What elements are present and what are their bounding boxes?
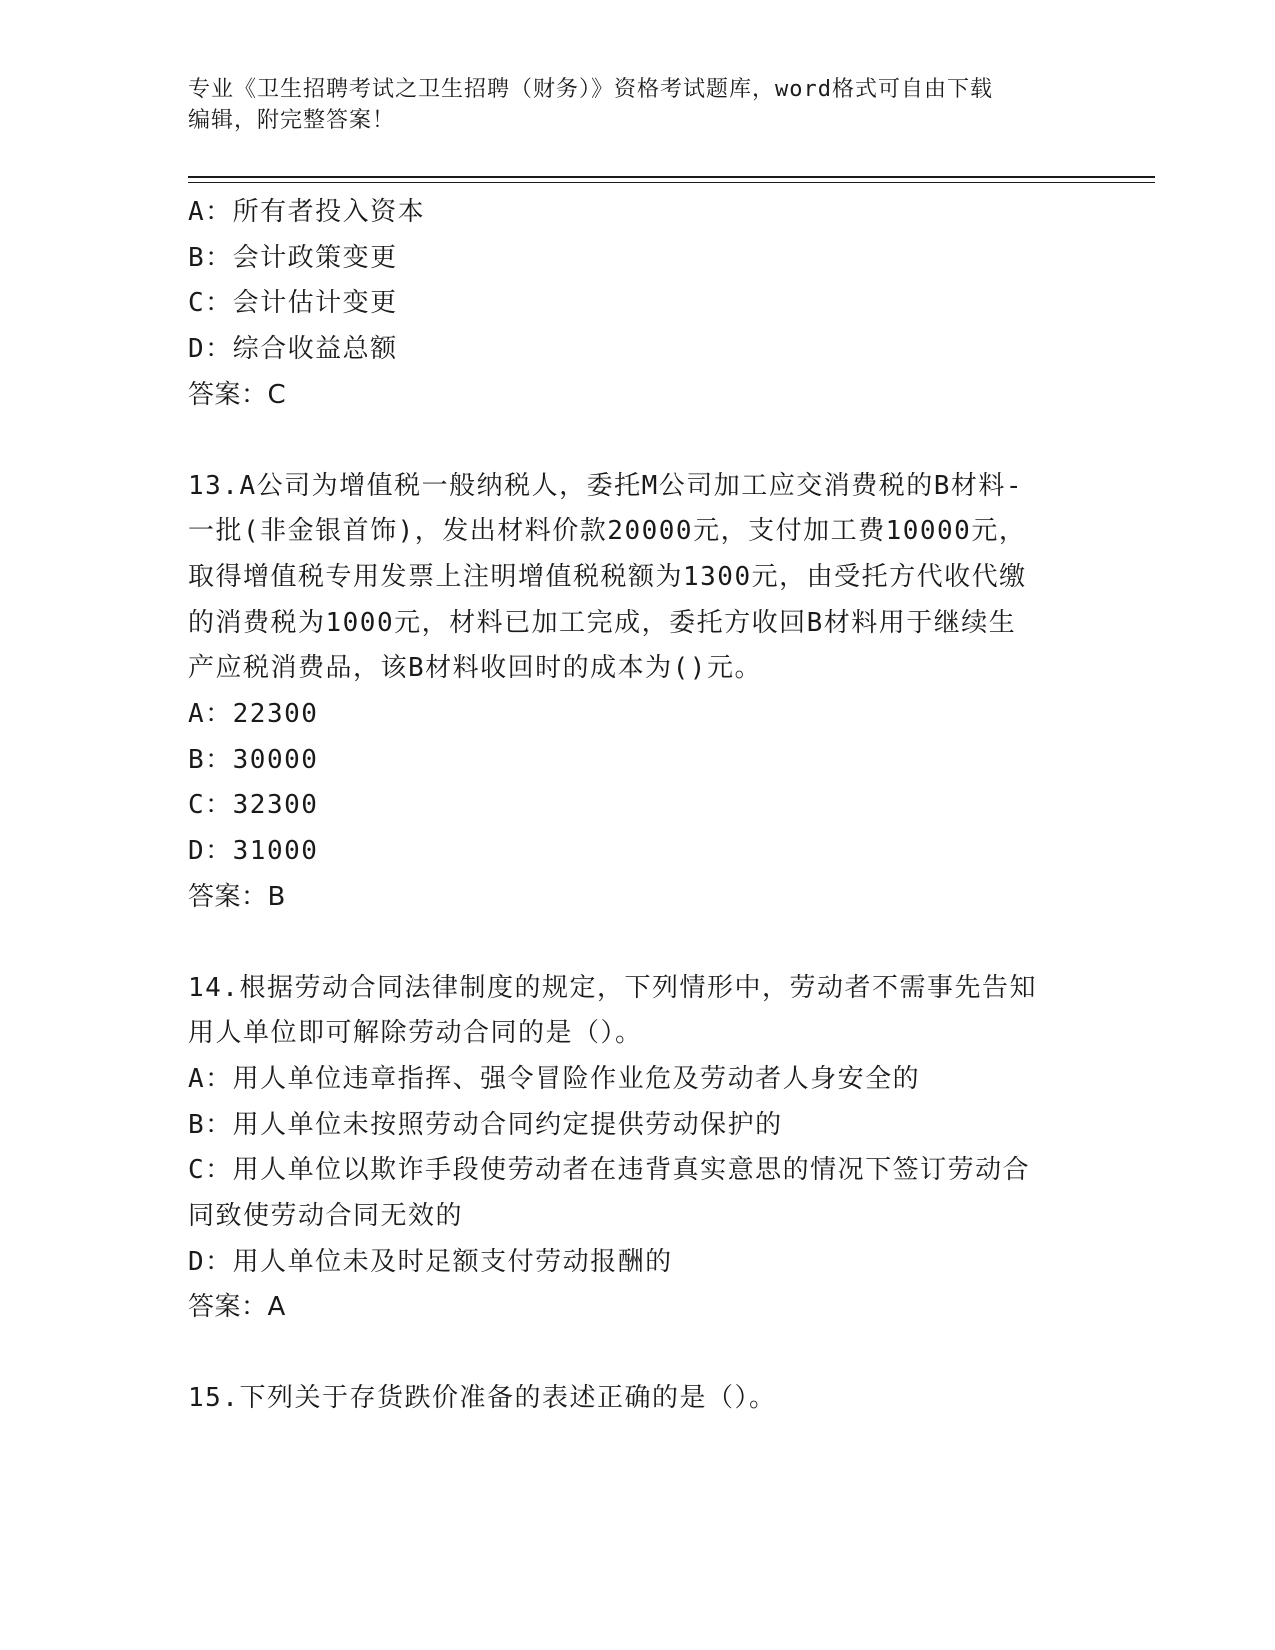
q13-stem-line-5: 产应税消费品，该B材料收回时的成本为()元。 — [188, 653, 762, 684]
q14-stem-line-2: 用人单位即可解除劳动合同的是（）。 — [188, 1018, 643, 1049]
q13-stem-line-1: 13.A公司为增值税一般纳税人，委托M公司加工应交消费税的B材料- — [188, 470, 1024, 501]
q12-option-c: C：会计估计变更 — [188, 288, 398, 319]
q14-option-c-line-1: C：用人单位以欺诈手段使劳动者在违背真实意思的情况下签订劳动合 — [188, 1155, 1031, 1186]
q13-option-a: A：22300 — [188, 699, 319, 730]
q14-option-a: A：用人单位违章指挥、强令冒险作业危及劳动者人身安全的 — [188, 1063, 921, 1094]
header-line-1: 专业《卫生招聘考试之卫生招聘（财务）》资格考试题库，word格式可自由下载 — [188, 77, 993, 102]
q14-option-c-line-2: 同致使劳动合同无效的 — [188, 1201, 464, 1232]
question-14-block — [188, 966, 1088, 1332]
question-content — [188, 190, 1088, 1422]
q14-answer: 答案：A — [188, 1292, 286, 1323]
document-header — [188, 74, 1088, 136]
q14-stem-line-1: 14.根据劳动合同法律制度的规定，下列情形中，劳动者不需事先告知 — [188, 972, 1037, 1003]
q13-stem-line-3: 取得增值税专用发票上注明增值税税额为1300元，由受托方代收代缴 — [188, 561, 1027, 592]
question-13-block — [188, 464, 1088, 921]
q13-option-d: D：31000 — [188, 836, 319, 867]
header-divider-thin — [188, 182, 1155, 183]
q13-stem-line-2: 一批(非金银首饰)，发出材料价款20000元，支付加工费10000元， — [188, 516, 1027, 547]
q13-option-c: C：32300 — [188, 790, 319, 821]
header-divider-thick — [188, 176, 1155, 178]
q12-option-b: B：会计政策变更 — [188, 242, 398, 273]
q14-option-b: B：用人单位未按照劳动合同约定提供劳动保护的 — [188, 1109, 783, 1140]
q13-answer: 答案：B — [188, 881, 286, 912]
header-line-2: 编辑，附完整答案！ — [188, 108, 396, 133]
q12-option-a: A：所有者投入资本 — [188, 197, 426, 227]
q12-answer: 答案：C — [188, 379, 287, 410]
question-15-block — [188, 1376, 1088, 1422]
q12-option-d: D：综合收益总额 — [188, 334, 398, 365]
q14-option-d: D：用人单位未及时足额支付劳动报酬的 — [188, 1246, 673, 1277]
q13-stem-line-4: 的消费税为1000元，材料已加工完成，委托方收回B材料用于继续生 — [188, 607, 1017, 638]
q13-option-b: B：30000 — [188, 744, 319, 775]
q15-stem-line-1: 15.下列关于存货跌价准备的表述正确的是（）。 — [188, 1383, 777, 1414]
question-12-block — [188, 190, 1088, 419]
